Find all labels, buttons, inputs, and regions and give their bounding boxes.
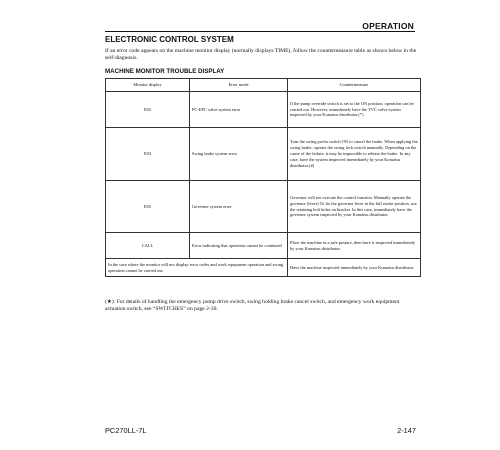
countermeasure-cell: Place the machine in a safe posture, then have it inspected immediately by your Komatsu distributor. <box>288 233 421 259</box>
intro-paragraph: If an error code appears on the machine monitor display (normally displays TIME), follow the countermeasure table as shown below in the self-diagnosis. <box>105 48 417 62</box>
footnote: (★): For details of handling the emergency pump drive switch, swing holding brake cancel switch, and emergency work equipment actuation switch, see “SWITCHES” on page 2-30. <box>105 299 400 313</box>
countermeasure-cell: Have the machine inspected immediately by your Komatsu distributor. <box>288 259 421 277</box>
page-number: 2-147 <box>397 426 416 435</box>
error-mode-cell: PC-EPC valve system error <box>190 92 288 128</box>
countermeasure-cell: Turn the swing prolix switch ON to cancel the brake. When applying the swing brake, operate the swing lock switch manually. Depending on the cause of the failure, it may be impossible to release the brake. In any case, have the system inspected immediately by your Komatsu distributor.(#) <box>288 128 421 181</box>
table-row <box>106 92 421 128</box>
header-rule <box>105 31 415 32</box>
table-row <box>106 128 421 181</box>
countermeasure-cell: If the pump override switch is set to the ON position, operation can be carried out. However, immediately have the TVC valve system inspected by your Komatsu distributor.(*) <box>288 92 421 128</box>
monitor-display-cell: E05 <box>106 181 190 233</box>
monitor-display-cell: E02 <box>106 92 190 128</box>
model-number: PC270LL-7L <box>105 426 147 435</box>
col-header-error-mode: Error mode <box>190 79 288 92</box>
monitor-display-cell: E03 <box>106 128 190 181</box>
monitor-display-cell: CALL <box>106 233 190 259</box>
col-header-countermeasure: Countermeasure <box>288 79 421 92</box>
table-row <box>106 233 421 259</box>
col-header-monitor-display: Monitor display <box>106 79 190 92</box>
countermeasure-cell: Governor will not execute the control function. Manually operate the governor (lever) To fix the governor lever in the full stroke position, use the retaining bolt holes on bracket. In this case, immediately have the governor system inspected by your Komatsu distributor. <box>288 181 421 233</box>
no-display-description-cell: In the case where the monitor will not display error codes and work equipment operation and swing operation cannot be carried out. <box>106 259 288 277</box>
trouble-table <box>105 78 421 277</box>
table-header-row <box>106 79 421 92</box>
error-mode-cell: Error indicating that operation cannot be continued <box>190 233 288 259</box>
table-row <box>106 259 421 277</box>
error-mode-cell: Swing brake system error <box>190 128 288 181</box>
error-mode-cell: Governor system error <box>190 181 288 233</box>
page-title: ELECTRONIC CONTROL SYSTEM <box>105 35 234 44</box>
table-heading: MACHINE MONITOR TROUBLE DISPLAY <box>105 68 225 75</box>
section-header: OPERATION <box>362 21 414 31</box>
table-row <box>106 181 421 233</box>
